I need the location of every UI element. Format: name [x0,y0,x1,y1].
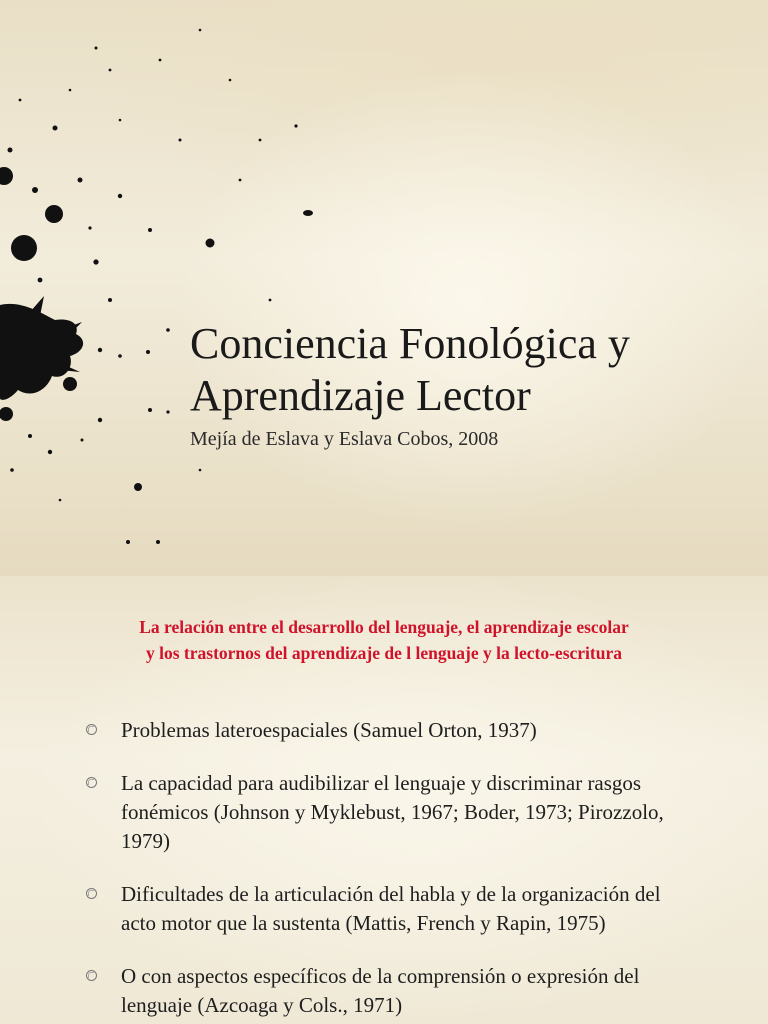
title-block [190,318,630,451]
circle-bullet-icon [86,777,97,788]
bullet-list [0,716,768,1024]
circle-bullet-icon [86,888,97,899]
slide-heading [0,614,768,666]
slide-title-line1: Conciencia Fonológica y [190,319,630,368]
circle-bullet-icon [86,970,97,981]
heading-line1: La relación entre el desarrollo del lenguaje, el aprendizaje escolar [139,617,629,637]
list-item [0,880,768,938]
list-item [0,769,768,856]
content-slide [0,576,768,1024]
bullet-text: Problemas lateroespaciales (Samuel Orton, 1937) [121,718,537,742]
bullet-text: Dificultades de la articulación del habla y de la organización del acto motor que la sustenta (Mattis, French y Rapin, 1975) [121,882,661,935]
list-item [0,716,768,745]
bullet-text: La capacidad para audibilizar el lenguaje y discriminar rasgos fonémicos (Johnson y Myklebust, 1967; Boder, 1973; Pirozzolo, 1979) [121,771,664,853]
slide-subtitle: Mejía de Eslava y Eslava Cobos, 2008 [190,428,499,450]
circle-bullet-icon [86,724,97,735]
heading-line2: y los trastornos del aprendizaje de l lenguaje y la lecto-escritura [146,643,622,663]
list-item [0,962,768,1020]
bullet-text: O con aspectos específicos de la comprensión o expresión del lenguaje (Azcoaga y Cols., 1971) [121,964,640,1017]
slide-title-line2: Aprendizaje Lector [190,371,531,420]
